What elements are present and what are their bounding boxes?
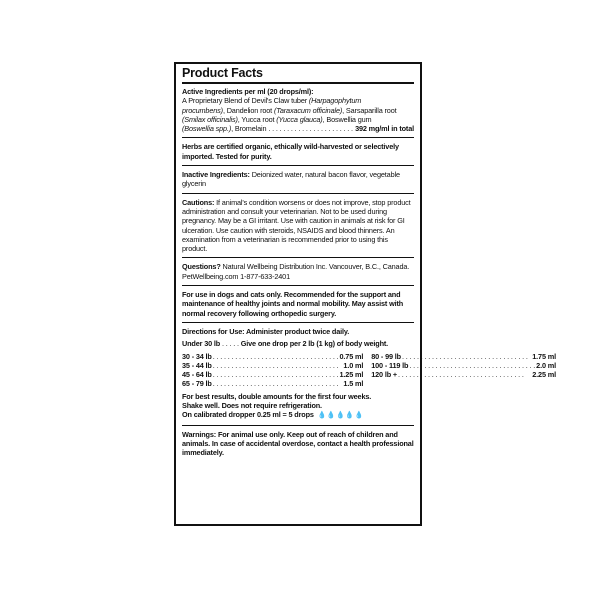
use-statement: For use in dogs and cats only. Recommended for the support and maintenance of healthy joints and normal mobility. May assist with normal recovery following orthopedic surgery.: [182, 290, 404, 318]
active-ingredients-section: [182, 87, 414, 133]
divider: [182, 193, 414, 194]
active-ingredients-line-2: procumbens), Dandelion root (Taraxacum officinale), Sarsaparilla root: [182, 105, 397, 115]
dosage-row: 80 - 99 lb . . . 1.75 ml: [371, 352, 556, 361]
dropper-note: On calibrated dropper 0.25 ml = 5 drops 💧💧💧💧💧: [182, 410, 364, 420]
dosage-column-left: [182, 352, 363, 389]
dosage-column-right: [371, 352, 556, 389]
herbs-statement: Herbs are certified organic, ethically wild-harvested or selectively imported. Tested for purity.: [182, 142, 399, 161]
dosage-row: 65 - 79 lb . . . 1.5 ml: [182, 379, 363, 388]
directions-section: [182, 326, 556, 421]
panel-title: Product Facts: [182, 66, 263, 80]
dosage-row: 120 lb + . . . 2.25 ml: [371, 370, 556, 379]
dosage-row: 100 - 119 lb . . . 2.0 ml: [371, 361, 556, 370]
under-30-line: Under 30 lb . . . . . Give one drop per 2 lb (1 kg) of body weight.: [182, 339, 389, 349]
dosage-row: 45 - 64 lb . . . 1.25 ml: [182, 370, 363, 379]
directions-heading: Directions for Use: Administer product twice daily.: [182, 326, 350, 336]
divider: [182, 137, 414, 138]
total-amount: 392 mg/ml in total: [355, 124, 414, 134]
water-drop-icon: 💧💧💧💧💧: [317, 412, 364, 420]
shake-note: Shake well. Does not require refrigeration.: [182, 401, 322, 411]
divider: [182, 165, 414, 166]
divider: [182, 257, 414, 258]
dosage-row: 35 - 44 lb . . . 1.0 ml: [182, 361, 363, 370]
title-divider: [182, 82, 414, 84]
product-facts-panel: [174, 62, 556, 526]
divider: [182, 322, 414, 323]
cautions: Cautions: If animal's condition worsens or does not improve, stop product administration and consult your veterinarian. Not to be used during pregnancy. May be a GI irritant. Use with caution in animals at risk for GI ulceration. Use caution with steroids, NSAIDS and blood thinners. An examination from a veterinarian is recommended prior to using this product.: [182, 197, 411, 254]
active-ingredients-line-1: A Proprietary Blend of Devil's Claw tuber (Harpagophytum: [182, 96, 362, 106]
questions: Questions? Natural Wellbeing Distribution Inc. Vancouver, B.C., Canada. PetWellbeing.com 1-877-633-2401: [182, 262, 414, 281]
divider: [182, 425, 414, 426]
best-results-note: For best results, double amounts for the first four weeks.: [182, 391, 372, 401]
active-ingredients-total-line: (Boswellia spp.) , Bromelain . . . 392 mg/ml in total: [182, 124, 414, 133]
dosage-table: [182, 351, 556, 389]
warnings: Warnings: For animal use only. Keep out of reach of children and animals. In case of accidental overdose, contact a health professional immediately.: [182, 429, 414, 458]
active-ingredients-line-3: (Smilax officinalis), Yucca root (Yucca glauca), Boswellia gum: [182, 114, 372, 124]
inactive-ingredients: Inactive Ingredients: Deionized water, natural bacon flavor, vegetable glycerin: [182, 170, 400, 189]
contact-line: PetWellbeing.com 1-877-633-2401: [182, 271, 290, 281]
dosage-row: 30 - 34 lb . . . 0.75 ml: [182, 352, 363, 361]
active-ingredients-heading: Active Ingredients per ml (20 drops/ml):: [182, 87, 314, 96]
divider: [182, 285, 414, 286]
